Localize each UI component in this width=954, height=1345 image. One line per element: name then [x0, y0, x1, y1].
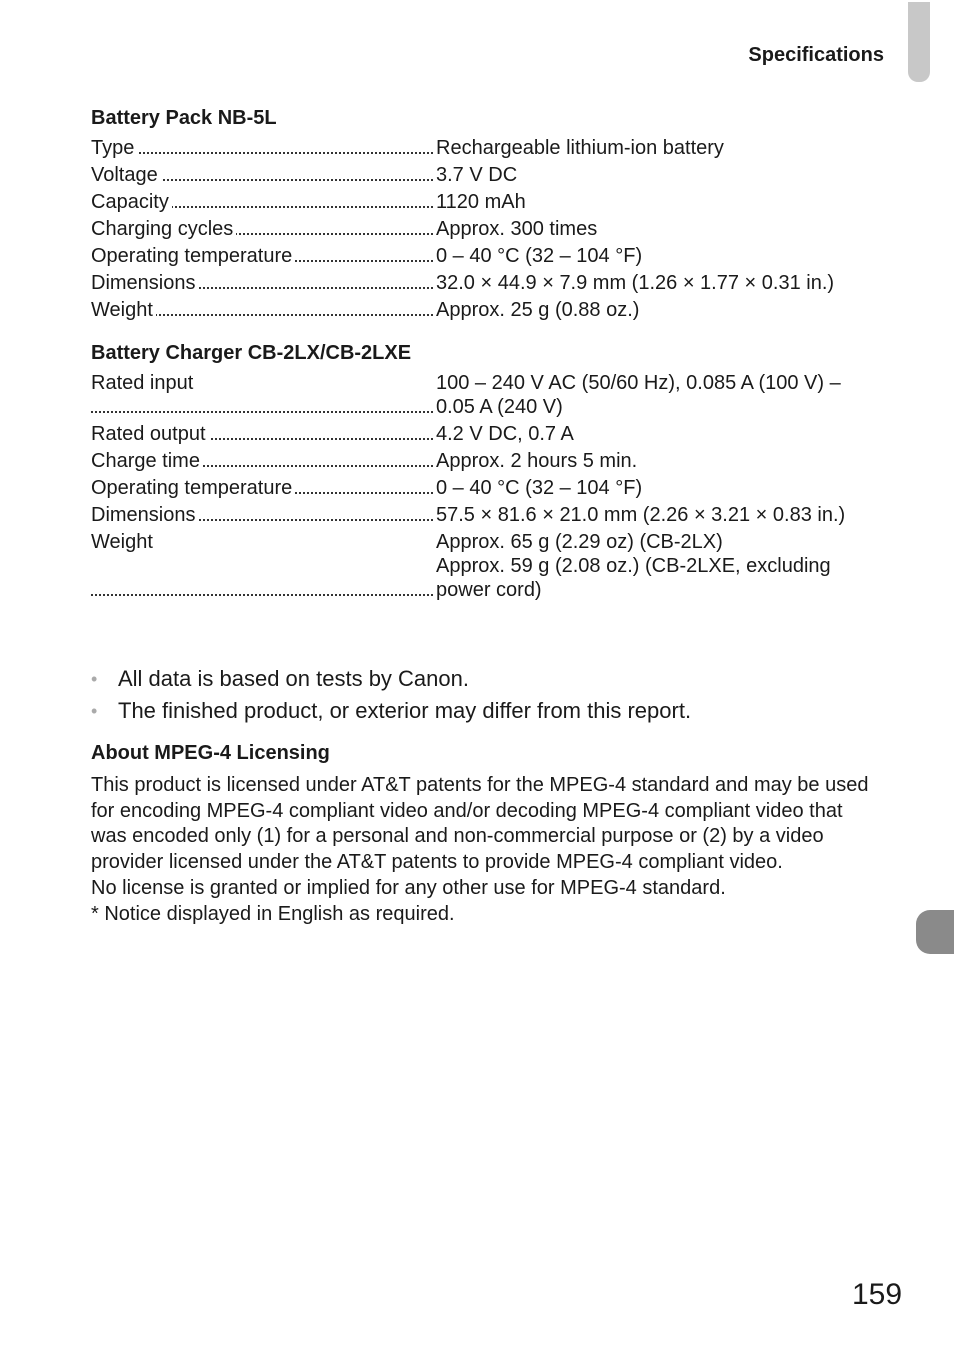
mpeg-text-line: No license is granted or implied for any other use for MPEG-4 standard.	[91, 876, 726, 899]
spec-label	[91, 163, 436, 187]
spec-label	[91, 298, 436, 322]
mpeg-text-line: provider licensed under the AT&T patents to provide MPEG-4 compliant video.	[91, 851, 783, 874]
spec-value-line: 100 – 240 V AC (50/60 Hz), 0.085 A (100 V) –	[436, 372, 841, 394]
page-number: 159	[852, 1278, 903, 1311]
spec-row	[91, 163, 899, 187]
spec-value	[436, 163, 899, 187]
spec-value	[436, 136, 899, 160]
chapter-tab-marker	[908, 2, 930, 82]
spec-value	[436, 530, 899, 602]
spec-label-text: Charge time	[91, 450, 203, 472]
spec-value-line: 4.2 V DC, 0.7 A	[436, 423, 574, 445]
spec-label-text: Dimensions	[91, 504, 198, 526]
spec-label	[91, 449, 436, 473]
spec-label-text: Operating temperature	[91, 477, 295, 499]
spec-value	[436, 371, 899, 419]
spec-row	[91, 244, 899, 268]
spec-value-line: 57.5 × 81.6 × 21.0 mm (2.26 × 3.21 × 0.83 in.)	[436, 504, 846, 526]
mpeg-text-line: * Notice displayed in English as required.	[91, 902, 455, 925]
spec-value-line: 0 – 40 °C (32 – 104 °F)	[436, 245, 643, 267]
mpeg-text-line: for encoding MPEG-4 compliant video and/or decoding MPEG-4 compliant video that	[91, 799, 843, 822]
dot-leader	[91, 594, 433, 596]
spec-row	[91, 271, 899, 295]
spec-label	[91, 190, 436, 214]
spec-value-line: power cord)	[436, 579, 542, 601]
spec-label	[91, 271, 436, 295]
spec-value-line: 3.7 V DC	[436, 164, 518, 186]
spec-label-text: Dimensions	[91, 272, 198, 294]
spec-value	[436, 422, 899, 446]
spec-row	[91, 530, 899, 602]
spec-value	[436, 298, 899, 322]
notes-list	[91, 663, 899, 727]
spec-label	[91, 371, 436, 419]
spec-row	[91, 190, 899, 214]
note-text: All data is based on tests by Canon.	[118, 666, 469, 691]
spec-row	[91, 449, 899, 473]
spec-value-line: Approx. 25 g (0.88 oz.)	[436, 299, 640, 321]
dot-leader	[91, 152, 433, 154]
spec-label	[91, 136, 436, 160]
spec-row	[91, 298, 899, 322]
spec-label-text: Rated input	[91, 372, 196, 394]
spec-value	[436, 190, 899, 214]
spec-label-text: Operating temperature	[91, 245, 295, 267]
spec-label-text: Weight	[91, 299, 156, 321]
battery-pack-title: Battery Pack NB-5L	[91, 107, 277, 129]
spec-value-line: 0.05 A (240 V)	[436, 396, 563, 418]
spec-label	[91, 244, 436, 268]
page-content	[91, 104, 899, 927]
spec-value-line: Approx. 2 hours 5 min.	[436, 450, 638, 472]
mpeg-text-line: This product is licensed under AT&T patents for the MPEG-4 standard and may be used	[91, 774, 869, 796]
spec-value-line: Rechargeable lithium-ion battery	[436, 137, 724, 159]
spec-value-line: 1120 mAh	[436, 191, 526, 213]
spec-row	[91, 217, 899, 241]
battery-pack-spec-table	[91, 136, 899, 322]
spec-value-line: 0 – 40 °C (32 – 104 °F)	[436, 477, 643, 499]
spec-label-text: Type	[91, 137, 137, 159]
battery-charger-title: Battery Charger CB-2LX/CB-2LXE	[91, 342, 412, 364]
spec-row	[91, 503, 899, 527]
mpeg-text-line: was encoded only (1) for a personal and non-commercial purpose or (2) by a video	[91, 825, 824, 848]
spec-value	[436, 244, 899, 268]
note-item	[91, 663, 899, 695]
spec-label	[91, 503, 436, 527]
spec-value	[436, 449, 899, 473]
page-header-title: Specifications	[748, 44, 884, 66]
spec-label	[91, 422, 436, 446]
note-item	[91, 695, 899, 727]
spec-value-line: Approx. 59 g (2.08 oz.) (CB-2LXE, excluding	[436, 555, 831, 577]
spec-value-line: Approx. 300 times	[436, 218, 598, 240]
spec-label	[91, 217, 436, 241]
bullet-icon: •	[91, 669, 98, 689]
spec-label-text: Charging cycles	[91, 218, 236, 240]
spec-row	[91, 422, 899, 446]
spec-row	[91, 136, 899, 160]
note-text: The finished product, or exterior may differ from this report.	[118, 698, 692, 723]
spec-label	[91, 476, 436, 500]
spec-value-line: Approx. 65 g (2.29 oz) (CB-2LX)	[436, 531, 723, 553]
mpeg-licensing-title: About MPEG-4 Licensing	[91, 742, 330, 764]
dot-leader	[91, 411, 433, 413]
section-tab-marker	[916, 910, 954, 954]
spec-value	[436, 217, 899, 241]
spec-row	[91, 371, 899, 419]
spec-value	[436, 271, 899, 295]
spec-value-line: 32.0 × 44.9 × 7.9 mm (1.26 × 1.77 × 0.31 in.)	[436, 272, 835, 294]
bullet-icon: •	[91, 701, 98, 721]
spec-value	[436, 503, 899, 527]
spec-label-text: Capacity	[91, 191, 172, 213]
spec-label-text: Weight	[91, 531, 156, 553]
mpeg-licensing-text	[91, 773, 899, 927]
spec-row	[91, 476, 899, 500]
spec-label	[91, 530, 436, 602]
battery-charger-spec-table	[91, 371, 899, 602]
spec-label-text: Rated output	[91, 423, 209, 445]
spec-label-text: Voltage	[91, 164, 161, 186]
spec-value	[436, 476, 899, 500]
